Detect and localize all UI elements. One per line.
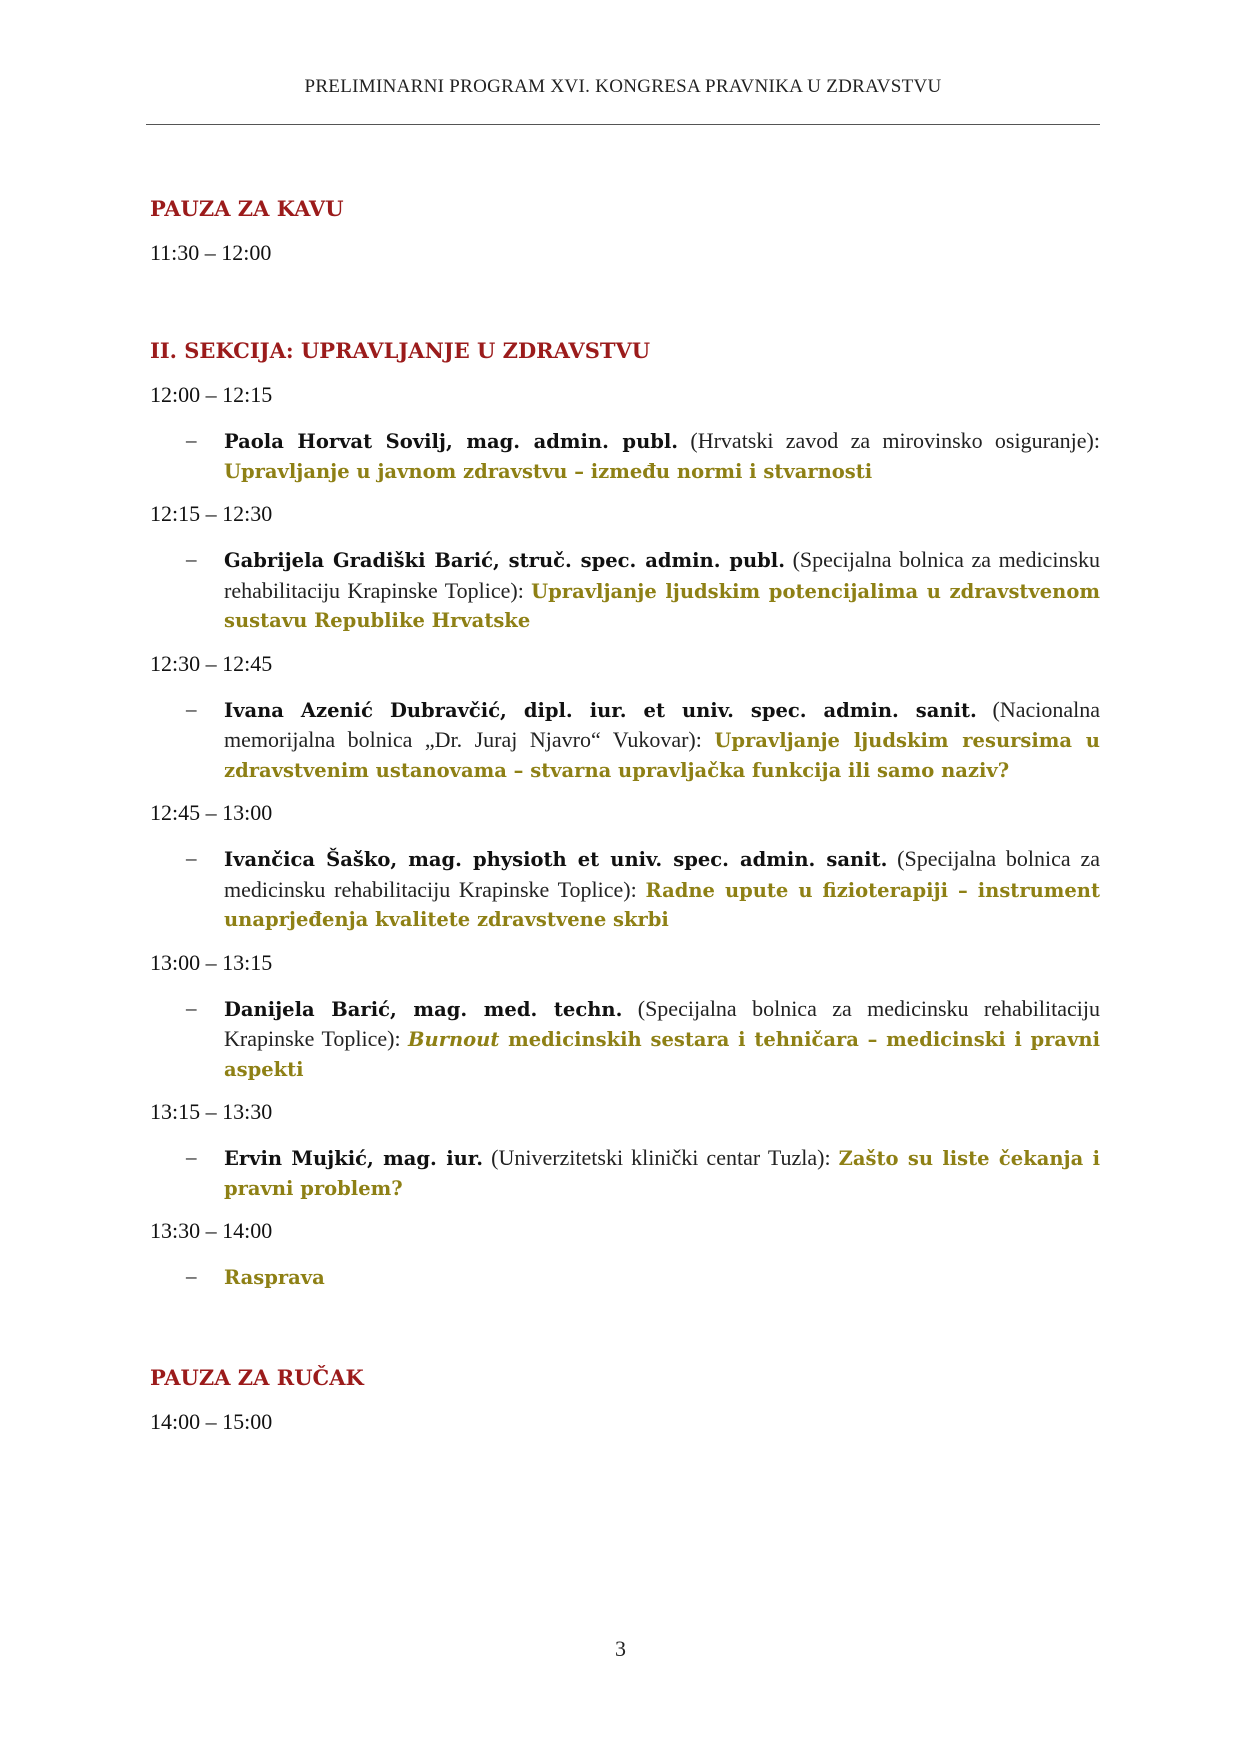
section-heading: II. SEKCIJA: UPRAVLJANJE U ZDRAVSTVU: [150, 338, 651, 363]
talk-title: Zašto su liste čekanja i pravni problem?: [224, 1147, 1100, 1200]
lunch-break-heading: PAUZA ZA RUČAK: [150, 1364, 364, 1390]
list-dash: –: [186, 995, 197, 1020]
talk-title: Upravljanje u javnom zdravstvu – između normi i stvarnosti: [224, 459, 873, 483]
slot-time: 13:00 – 13:15: [150, 949, 273, 975]
speaker-name: Ervin Mujkić, mag. iur.: [224, 1147, 484, 1170]
slot-time: 12:30 – 12:45: [150, 650, 273, 676]
program-entry: [150, 545, 1100, 636]
talk-title: Upravljanje ljudskim resursima u zdravstvenim ustanovama – stvarna upravljačka funkcija ili samo naziv?: [224, 729, 1100, 782]
speaker-name: Danijela Barić, mag. med. techn.: [224, 997, 623, 1021]
speaker-affiliation: (Specijalna bolnica za medicinsku rehabilitaciju Krapinske Toplice):: [224, 846, 1100, 902]
program-content: [150, 196, 1100, 1435]
list-dash: –: [186, 696, 197, 721]
talk-title-italic: Burnout: [408, 1028, 500, 1051]
page-number: 3: [615, 1636, 626, 1661]
speaker-name: Ivančica Šaško, mag. physioth et univ. spec. admin. sanit.: [224, 848, 888, 871]
speaker-name: Gabrijela Gradiški Barić, struč. spec. admin. publ.: [224, 549, 785, 572]
coffee-break-time: 11:30 – 12:00: [150, 240, 272, 265]
slot-time: 13:15 – 13:30: [150, 1099, 273, 1124]
program-entry: [150, 426, 1100, 486]
program-entry: [150, 1143, 1100, 1203]
program-entry: [150, 695, 1100, 786]
speaker-affiliation: (Specijalna bolnica za medicinsku rehabilitaciju Krapinske Toplice):: [224, 547, 1100, 603]
program-entry: [150, 844, 1100, 935]
speaker-affiliation: (Specijalna bolnica za medicinsku rehabilitaciju Krapinske Toplice):: [224, 995, 1100, 1051]
header-divider: [146, 124, 1100, 125]
talk-title: Radne upute u fizioterapiji – instrument unaprjeđenja kvalitete zdravstvene skrbi: [224, 878, 1100, 931]
talk-title: Upravljanje ljudskim potencijalima u zdravstvenom sustavu Republike Hrvatske: [224, 579, 1100, 632]
slot-time: 12:00 – 12:15: [150, 382, 273, 407]
speaker-affiliation: (Hrvatski zavod za mirovinsko osiguranje):: [678, 428, 1100, 453]
speaker-affiliation: (Univerzitetski klinički centar Tuzla):: [483, 1145, 839, 1170]
speaker-affiliation: (Nacionalna memorijalna bolnica „Dr. Juraj Njavro“ Vukovar):: [224, 696, 1100, 752]
lunch-break-time: 14:00 – 15:00: [150, 1408, 273, 1434]
list-dash: –: [186, 547, 197, 571]
slot-time: 13:30 – 14:00: [150, 1218, 273, 1243]
slot-time: 12:15 – 12:30: [150, 501, 273, 526]
program-entry: [150, 1262, 1100, 1293]
list-dash: –: [186, 1145, 197, 1169]
speaker-name: Paola Horvat Sovilj, mag. admin. publ.: [224, 430, 679, 453]
list-dash: –: [186, 1264, 197, 1288]
page-header: PRELIMINARNI PROGRAM XVI. KONGRESA PRAVNIKA U ZDRAVSTVU: [304, 76, 942, 97]
slot-time: 12:45 – 13:00: [150, 800, 273, 825]
list-dash: –: [186, 846, 197, 870]
coffee-break-heading: PAUZA ZA KAVU: [150, 196, 344, 221]
speaker-name: Ivana Azenić Dubravčić, dipl. iur. et univ. spec. admin. sanit.: [224, 698, 977, 722]
list-dash: –: [186, 428, 197, 452]
talk-title: medicinskih sestara i tehničara – medicinski i pravni aspekti: [224, 1028, 1100, 1081]
program-entry: [150, 994, 1100, 1085]
talk-title: Rasprava: [224, 1266, 325, 1289]
